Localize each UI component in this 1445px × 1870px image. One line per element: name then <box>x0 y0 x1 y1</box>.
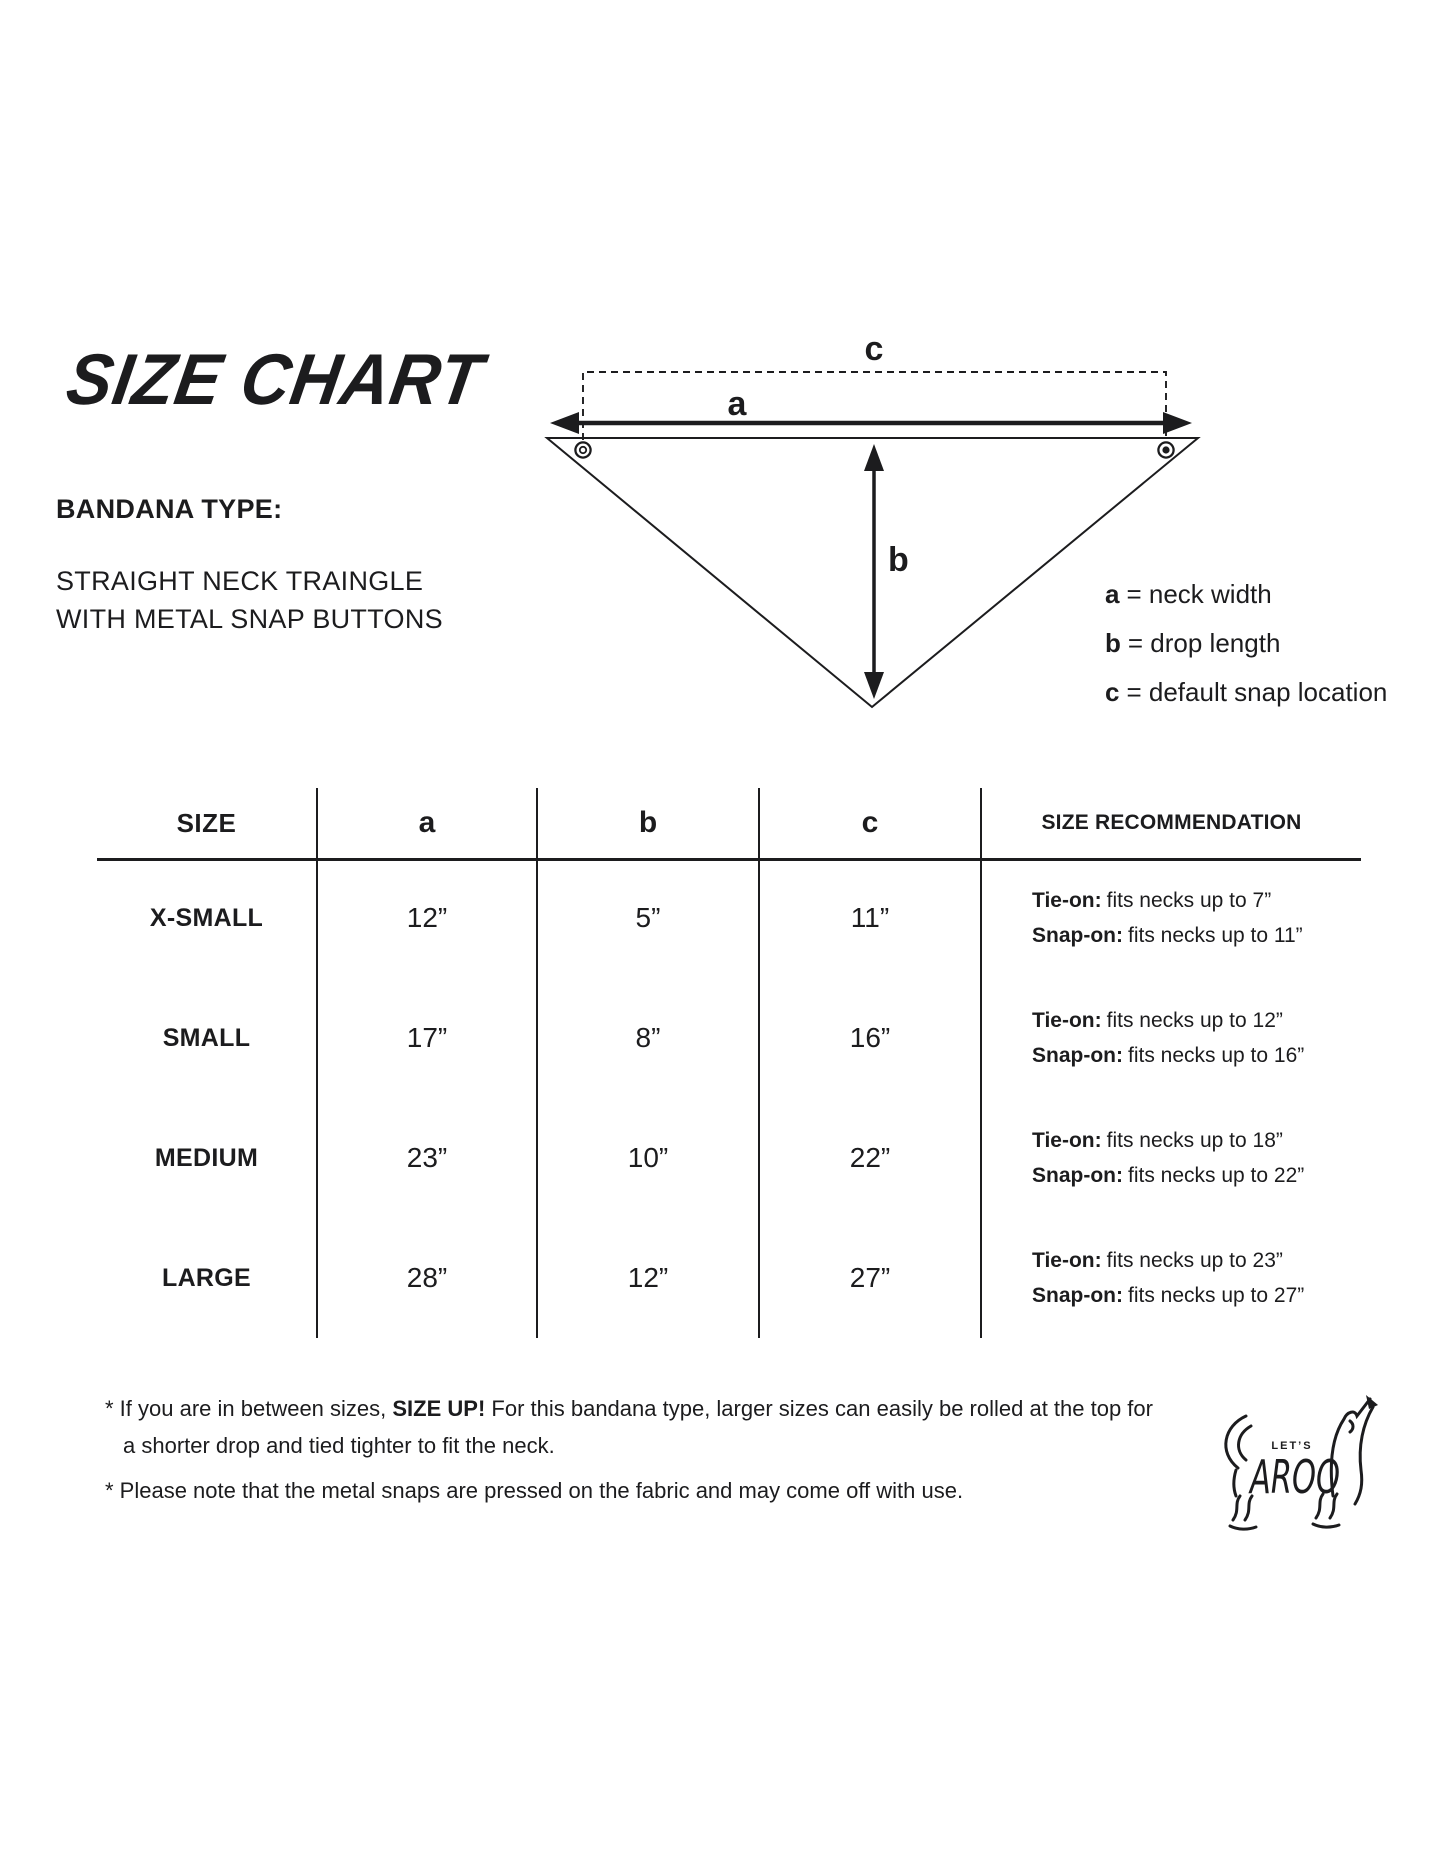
legend-row-b <box>1105 619 1387 668</box>
footnote-1-line1 <box>105 1390 1153 1427</box>
bandana-type-label: BANDANA TYPE: <box>56 494 283 524</box>
b-value-cell: 8” <box>538 978 760 1098</box>
dog-tail-icon <box>1226 1416 1246 1468</box>
footnote-1-bold: SIZE UP! <box>392 1396 486 1421</box>
tie-on-line <box>1032 1003 1283 1038</box>
a-value-cell: 12” <box>318 858 538 978</box>
recommendation-cell <box>982 1218 1361 1338</box>
recommendation-cell <box>982 1098 1361 1218</box>
snap-on-text: fits necks up to 11” <box>1127 924 1303 947</box>
arrow-a-right-head-icon <box>1163 412 1192 434</box>
snap-on-text: fits necks up to 16” <box>1127 1044 1305 1067</box>
recommendation-cell <box>982 858 1361 978</box>
tie-on-text: fits necks up to 7” <box>1106 889 1272 912</box>
snap-on-line <box>1032 918 1303 953</box>
snap-on-label: Snap-on: <box>1032 924 1123 947</box>
tie-on-line <box>1032 883 1271 918</box>
table-header-recommendation: SIZE RECOMMENDATION <box>1041 811 1302 834</box>
legend-key-b: b <box>1105 628 1121 658</box>
size-cell: X-SMALL <box>97 858 318 978</box>
snap-on-line <box>1032 1158 1304 1193</box>
legend-key-c: c <box>1105 677 1120 707</box>
snap-on-label: Snap-on: <box>1032 1284 1123 1307</box>
a-value-cell: 17” <box>318 978 538 1098</box>
legend-desc-b: = drop length <box>1127 628 1281 658</box>
diagram-legend <box>1105 570 1387 717</box>
legend-key-a: a <box>1105 579 1120 609</box>
arrow-b-top-head-icon <box>864 444 884 471</box>
logo-dog-icon <box>1216 1392 1396 1537</box>
diagram-label-a: a <box>727 385 747 423</box>
c-value-cell: 16” <box>760 978 982 1098</box>
snap-on-label: Snap-on: <box>1032 1164 1123 1187</box>
page-title: SIZE CHART <box>61 340 489 420</box>
size-cell: SMALL <box>97 978 318 1098</box>
footnote-1-line2: a shorter drop and tied tighter to fit the neck. <box>123 1433 555 1458</box>
bandana-type-value <box>56 562 443 638</box>
size-table <box>97 788 1361 1338</box>
dog-mouth-icon <box>1350 1421 1353 1432</box>
table-header-b: b <box>538 788 760 858</box>
tie-on-text: fits necks up to 18” <box>1106 1129 1283 1152</box>
c-value-cell: 22” <box>760 1098 982 1218</box>
logo-lets-text: LET’S <box>1271 1440 1313 1452</box>
tie-on-line <box>1032 1243 1283 1278</box>
arrow-b-bottom-head-icon <box>864 672 884 699</box>
size-cell: LARGE <box>97 1218 318 1338</box>
a-value-cell: 28” <box>318 1218 538 1338</box>
c-value-cell: 27” <box>760 1218 982 1338</box>
dog-left-leg-icon <box>1234 1470 1236 1496</box>
footnote-1-suffix: For this bandana type, larger sizes can easily be rolled at the top for <box>485 1396 1153 1421</box>
b-value-cell: 10” <box>538 1098 760 1218</box>
tie-on-line <box>1032 1123 1283 1158</box>
dog-nose-icon <box>1366 1395 1378 1409</box>
legend-desc-c: = default snap location <box>1126 677 1388 707</box>
a-value-cell: 23” <box>318 1098 538 1218</box>
legend-desc-a: = neck width <box>1126 579 1272 609</box>
dog-left-paw-icon <box>1233 1496 1240 1520</box>
tie-on-text: fits necks up to 23” <box>1106 1249 1283 1272</box>
snap-on-line <box>1032 1038 1304 1073</box>
snap-button-left-icon <box>575 442 590 457</box>
recommendation-cell <box>982 978 1361 1098</box>
size-cell: MEDIUM <box>97 1098 318 1218</box>
diagram-label-b: b <box>888 541 909 579</box>
arrow-a-left-head-icon <box>550 412 579 434</box>
snap-on-text: fits necks up to 22” <box>1127 1164 1305 1187</box>
footnote-2: * Please note that the metal snaps are pressed on the fabric and may come off with use. <box>105 1478 964 1503</box>
legend-row-a <box>1105 570 1387 619</box>
bandana-diagram <box>450 330 1210 720</box>
footnote-1-prefix: * If you are in between sizes, <box>105 1396 393 1421</box>
snap-on-text: fits necks up to 27” <box>1127 1284 1305 1307</box>
c-value-cell: 11” <box>760 858 982 978</box>
tie-on-label: Tie-on: <box>1032 1009 1102 1032</box>
diagram-label-c: c <box>864 330 884 368</box>
dog-left-ground-icon <box>1230 1526 1256 1529</box>
table-header-divider <box>97 858 1361 861</box>
tie-on-label: Tie-on: <box>1032 1249 1102 1272</box>
snap-on-line <box>1032 1278 1304 1313</box>
bandana-type-line1: STRAIGHT NECK TRAINGLE <box>56 566 424 596</box>
dog-jaw-icon <box>1355 1407 1373 1504</box>
snap-location-dashed-bracket <box>583 372 1166 440</box>
table-header-size: SIZE <box>97 788 318 858</box>
footnotes <box>105 1390 1153 1509</box>
snap-on-label: Snap-on: <box>1032 1044 1123 1067</box>
logo-aroo-text: AROO <box>1248 1450 1340 1504</box>
tie-on-label: Tie-on: <box>1032 1129 1102 1152</box>
legend-row-c <box>1105 668 1387 717</box>
bandana-type-line2: WITH METAL SNAP BUTTONS <box>56 604 443 634</box>
dog-right-ground-icon <box>1313 1524 1339 1527</box>
tie-on-label: Tie-on: <box>1032 889 1102 912</box>
tie-on-text: fits necks up to 12” <box>1106 1009 1283 1032</box>
b-value-cell: 12” <box>538 1218 760 1338</box>
table-header-a: a <box>318 788 538 858</box>
table-header-c: c <box>760 788 982 858</box>
snap-button-right-icon <box>1158 442 1173 457</box>
b-value-cell: 5” <box>538 858 760 978</box>
